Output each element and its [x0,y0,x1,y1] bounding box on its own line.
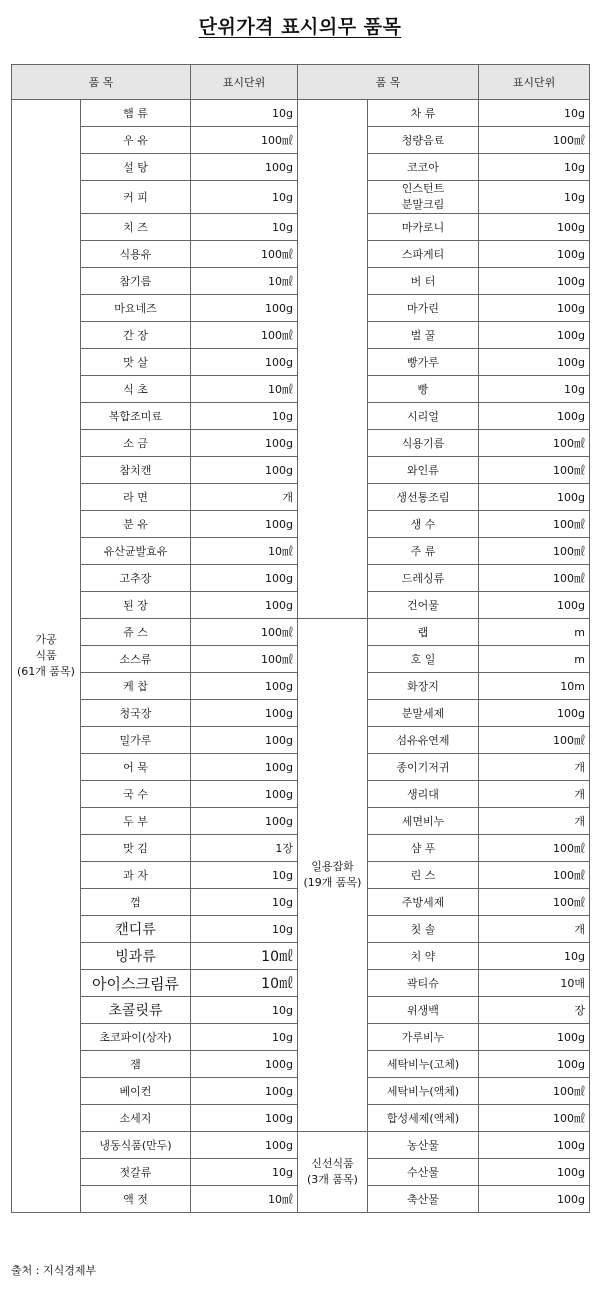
right-item-name: 시리얼 [368,403,479,430]
right-item-unit: m [479,646,590,673]
table-header-row [12,65,590,100]
right-item-unit: 10m [479,673,590,700]
left-item-unit: 10g [191,100,298,127]
category-daily-goods: 일용잡화 (19개 품목) [298,619,368,1132]
left-item-unit: 100g [191,457,298,484]
left-item-unit: 100g [191,700,298,727]
category-fresh-food: 신선식품 (3개 품목) [298,1132,368,1213]
right-item-unit: 개 [479,808,590,835]
left-item-unit: 100㎖ [191,619,298,646]
right-item-name: 버 터 [368,268,479,295]
left-item-name: 식용유 [81,241,191,268]
header-item-right: 품 목 [298,65,479,100]
left-item-unit: 10g [191,214,298,241]
right-item-unit: 100g [479,403,590,430]
right-item-unit: 10매 [479,970,590,997]
right-item-unit: 100g [479,700,590,727]
left-item-unit: 100g [191,430,298,457]
left-item-unit: 10g [191,181,298,214]
right-item-unit: 10g [479,943,590,970]
right-item-unit: 100g [479,1132,590,1159]
right-item-unit: 100g [479,1051,590,1078]
right-item-unit: 100㎖ [479,727,590,754]
right-item-unit: 10g [479,376,590,403]
left-item-name: 맛 김 [81,835,191,862]
left-item-unit: 100g [191,808,298,835]
left-item-unit: 100g [191,1132,298,1159]
left-item-unit: 10g [191,1024,298,1051]
left-item-unit: 100g [191,565,298,592]
left-item-unit: 10g [191,997,298,1024]
right-item-name: 위생백 [368,997,479,1024]
left-item-name: 케 찹 [81,673,191,700]
right-item-name: 마가린 [368,295,479,322]
left-item-unit: 100㎖ [191,241,298,268]
left-item-name: 된 장 [81,592,191,619]
left-item-name: 액 젓 [81,1186,191,1213]
right-item-name: 축산물 [368,1186,479,1213]
left-item-unit: 10g [191,889,298,916]
left-item-name: 우 유 [81,127,191,154]
right-item-name: 섬유유연제 [368,727,479,754]
left-item-name: 어 묵 [81,754,191,781]
right-item-name: 생 수 [368,511,479,538]
right-item-unit: 100㎖ [479,835,590,862]
left-item-unit: 10g [191,1159,298,1186]
right-item-name: 분말세제 [368,700,479,727]
right-item-unit: 100㎖ [479,565,590,592]
right-item-unit: 100㎖ [479,457,590,484]
right-item-unit: 100㎖ [479,889,590,916]
page-title: 단위가격 표시의무 품목 [198,16,402,38]
left-item-name: 소세지 [81,1105,191,1132]
right-item-name: 합성세제(액체) [368,1105,479,1132]
left-item-unit: 10g [191,862,298,889]
right-item-name: 농산물 [368,1132,479,1159]
left-item-name: 소스류 [81,646,191,673]
right-item-unit: 100g [479,268,590,295]
right-item-unit: 100㎖ [479,127,590,154]
right-item-name: 린 스 [368,862,479,889]
right-item-unit: 100㎖ [479,862,590,889]
right-item-unit: 100㎖ [479,538,590,565]
category-processed-food: 가공 식품 (61개 품목) [12,100,81,1213]
unit-price-table [11,64,590,1213]
left-item-name: 치 즈 [81,214,191,241]
right-item-name: 인스턴트 분말크림 [368,181,479,214]
left-item-name: 젓갈류 [81,1159,191,1186]
left-item-name: 유산균발효유 [81,538,191,565]
left-item-name: 소 금 [81,430,191,457]
right-item-unit: 100㎖ [479,511,590,538]
header-unit-left: 표시단위 [191,65,298,100]
right-item-name: 코코아 [368,154,479,181]
right-item-name: 스파게티 [368,241,479,268]
header-item-left: 품 목 [12,65,191,100]
left-item-unit: 10㎖ [191,970,298,997]
left-item-unit: 100g [191,1105,298,1132]
left-item-name: 식 초 [81,376,191,403]
right-item-name: 치 약 [368,943,479,970]
right-item-unit: 100㎖ [479,430,590,457]
left-item-name: 청국장 [81,700,191,727]
left-item-unit: 100㎖ [191,646,298,673]
right-item-name: 드레싱류 [368,565,479,592]
right-item-unit: 100g [479,592,590,619]
left-item-name: 커 피 [81,181,191,214]
right-item-unit: 100g [479,349,590,376]
right-item-unit: 10g [479,181,590,214]
right-item-name: 마카로니 [368,214,479,241]
left-item-unit: 100g [191,349,298,376]
left-item-unit: 10㎖ [191,943,298,970]
left-item-unit: 100g [191,673,298,700]
right-item-unit: 장 [479,997,590,1024]
right-item-name: 주 류 [368,538,479,565]
right-item-name: 샴 푸 [368,835,479,862]
left-item-name: 고추장 [81,565,191,592]
left-item-name: 햄 류 [81,100,191,127]
left-item-name: 참치캔 [81,457,191,484]
right-item-name: 주방세제 [368,889,479,916]
right-item-name: 세탁비누(액체) [368,1078,479,1105]
left-item-unit: 1장 [191,835,298,862]
right-item-unit: 100g [479,214,590,241]
right-item-name: 수산물 [368,1159,479,1186]
left-item-unit: 100g [191,1078,298,1105]
source-note: 출처 : 지식경제부 [11,1264,97,1277]
right-item-name: 곽티슈 [368,970,479,997]
right-item-name: 차 류 [368,100,479,127]
right-item-unit: 개 [479,781,590,808]
right-item-unit: 100g [479,322,590,349]
left-item-unit: 10g [191,916,298,943]
right-item-name: 식용기름 [368,430,479,457]
right-item-name: 종이기저귀 [368,754,479,781]
category-processed-food-continued [298,100,368,619]
right-item-unit: 100g [479,1186,590,1213]
right-item-name: 랩 [368,619,479,646]
right-item-unit: 100㎖ [479,1078,590,1105]
left-item-name: 잼 [81,1051,191,1078]
left-item-name: 참기름 [81,268,191,295]
right-item-unit: 100g [479,241,590,268]
left-item-name: 설 탕 [81,154,191,181]
table-row [12,619,590,646]
left-item-name: 라 면 [81,484,191,511]
left-item-name: 복합조미료 [81,403,191,430]
left-item-name: 캔디류 [81,916,191,943]
right-item-unit: 개 [479,916,590,943]
right-item-unit: 100g [479,1159,590,1186]
right-item-name: 칫 솔 [368,916,479,943]
right-item-name: 와인류 [368,457,479,484]
left-item-unit: 100㎖ [191,127,298,154]
left-item-unit: 100g [191,154,298,181]
right-item-name: 세탁비누(고체) [368,1051,479,1078]
left-item-name: 두 부 [81,808,191,835]
left-item-name: 빙과류 [81,943,191,970]
right-item-name: 세면비누 [368,808,479,835]
left-item-unit: 10㎖ [191,376,298,403]
table-row [12,1132,590,1159]
left-item-unit: 100g [191,511,298,538]
right-item-name: 호 일 [368,646,479,673]
left-item-name: 간 장 [81,322,191,349]
right-item-name: 빵 [368,376,479,403]
right-item-unit: 개 [479,754,590,781]
left-item-name: 밀가루 [81,727,191,754]
left-item-unit: 10㎖ [191,1186,298,1213]
left-item-unit: 100g [191,727,298,754]
right-item-unit: 100㎖ [479,1105,590,1132]
right-item-name: 건어물 [368,592,479,619]
left-item-name: 국 수 [81,781,191,808]
left-item-name: 과 자 [81,862,191,889]
right-item-name: 빵가루 [368,349,479,376]
right-item-name: 화장지 [368,673,479,700]
left-item-unit: 100g [191,754,298,781]
table-row [12,100,590,127]
left-item-unit: 100g [191,592,298,619]
left-item-name: 마요네즈 [81,295,191,322]
left-item-name: 껌 [81,889,191,916]
left-item-name: 아이스크림류 [81,970,191,997]
left-item-unit: 100g [191,1051,298,1078]
left-item-name: 냉동식품(만두) [81,1132,191,1159]
right-item-name: 생리대 [368,781,479,808]
right-item-unit: 10g [479,100,590,127]
left-item-unit: 100㎖ [191,322,298,349]
left-item-unit: 100g [191,781,298,808]
right-item-name: 청량음료 [368,127,479,154]
left-item-name: 초콜릿류 [81,997,191,1024]
left-item-name: 맛 살 [81,349,191,376]
right-item-name: 가루비누 [368,1024,479,1051]
right-item-name: 생선통조림 [368,484,479,511]
right-item-unit: m [479,619,590,646]
left-item-name: 쥬 스 [81,619,191,646]
left-item-unit: 10㎖ [191,538,298,565]
left-item-unit: 10㎖ [191,268,298,295]
right-item-unit: 100g [479,484,590,511]
left-item-unit: 100g [191,295,298,322]
left-item-name: 분 유 [81,511,191,538]
right-item-unit: 10g [479,154,590,181]
left-item-name: 초코파이(상자) [81,1024,191,1051]
left-item-unit: 10g [191,403,298,430]
right-item-unit: 100g [479,1024,590,1051]
header-unit-right: 표시단위 [479,65,590,100]
left-item-name: 베이컨 [81,1078,191,1105]
left-item-unit: 개 [191,484,298,511]
right-item-name: 벌 꿀 [368,322,479,349]
right-item-unit: 100g [479,295,590,322]
